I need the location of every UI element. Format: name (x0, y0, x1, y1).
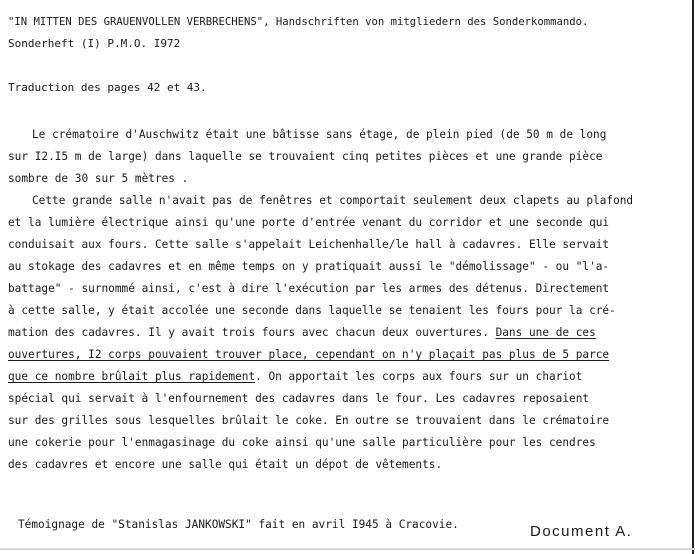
body-text: mation des cadavres. Il y avait trois fours avec chacun deux ouvertures. (8, 326, 496, 339)
body-line: conduisait aux fours. Cette salle s'appelait Leichenhalle/le hall à cadavres. Elle servait (8, 238, 610, 251)
scan-edge-right (692, 0, 694, 554)
body-line: Le crématoire d'Auschwitz était une bâtisse sans étage, de plein pied (de 50 m de long (32, 128, 607, 141)
body-line (8, 348, 609, 362)
translation-note: Traduction des pages 42 et 43. (8, 81, 207, 94)
scan-edge-bottom (0, 548, 695, 550)
header-source-reference: Sonderheft (I) P.M.O. I972 (8, 37, 181, 50)
body-line: Cette grande salle n'avait pas de fenêtres et comportait seulement deux clapets au plafond (32, 194, 634, 207)
body-line: sur des grilles sous lesquelles brûlait le coke. En outre se trouvaient dans le crématoire (8, 414, 610, 427)
underlined-passage: que ce nombre brûlait plus rapidement (8, 370, 256, 383)
body-line: et la lumière électrique ainsi qu'une porte d'entrée venant du corridor et une seconde qui (8, 216, 610, 229)
body-line (8, 326, 596, 340)
body-line: sombre de 30 sur 5 mètres . (8, 172, 189, 185)
underlined-passage: Dans une de ces (495, 326, 596, 339)
body-line: des cadavres et encore une salle qui était un dépot de vêtements. (8, 458, 443, 471)
body-line: au stokage des cadavres et en même temps on y pratiquait aussi le "démolissage" - ou "l'a- (8, 260, 610, 273)
body-line: une cokerie pour l'enmagasinage du coke ainsi qu'une salle particulière pour les cendres (8, 436, 596, 449)
header-source-title: "IN MITTEN DES GRAUENVOLLEN VERBRECHENS", Handschriften von mitgliedern des Sonderkommando. (8, 16, 589, 28)
body-line: sur I2.I5 m de large) dans laquelle se trouvaient cinq petites pièces et une grande pièce (8, 150, 603, 163)
body-line: battage" - surnommé ainsi, c'est à dire l'exécution par les armes des détenus. Directement (8, 282, 610, 295)
underlined-passage: ouvertures, I2 corps pouvaient trouver place, cependant on n'y plaçait pas plus de 5 parce (8, 348, 610, 361)
body-line (8, 370, 582, 384)
body-text: . On apportait les corps aux fours sur un chariot (255, 370, 583, 383)
document-label: Document A. (530, 523, 633, 540)
body-line: à cette salle, y était accolée une seconde dans laquelle se tenaient les fours pour la cré- (8, 304, 616, 317)
body-line: spécial qui servait à l'enfournement des cadavres dans le four. Les cadavres reposaient (8, 392, 590, 405)
testimony-attribution: Témoignage de "Stanislas JANKOWSKI" fait en avril I945 à Cracovie. (18, 518, 459, 531)
